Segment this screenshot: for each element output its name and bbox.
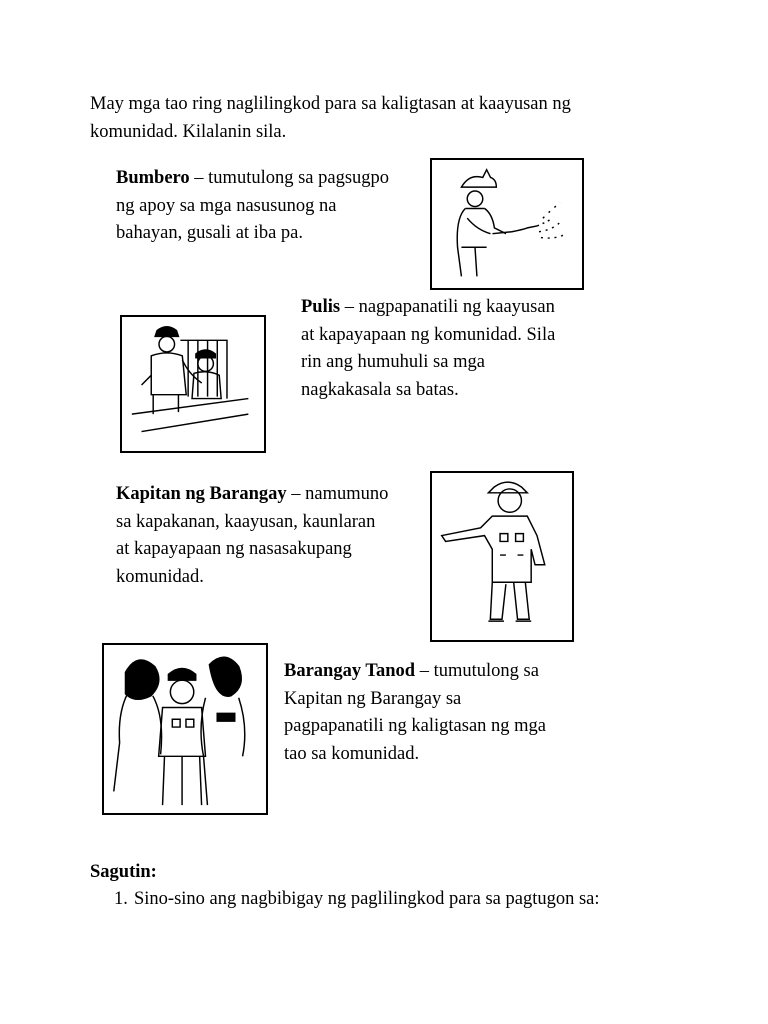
entry-term: Pulis bbox=[301, 297, 341, 317]
entry-term: Kapitan ng Barangay bbox=[116, 484, 287, 504]
entry-text: sa kapakanan, kaayusan, kaunlaran bbox=[116, 511, 376, 532]
entry-pulis bbox=[301, 294, 601, 404]
barangay-tanod-icon bbox=[104, 645, 266, 813]
sagutin-heading: Sagutin: bbox=[90, 862, 157, 882]
question-text: Sino-sino ang nagbibigay ng paglilingkod para sa pagtugon sa: bbox=[134, 889, 600, 909]
entry-term: Bumbero bbox=[116, 168, 190, 188]
entry-text: – tumutulong sa pagsugpo bbox=[189, 168, 390, 188]
entry-text: – nagpapanatili ng kaayusan bbox=[340, 297, 555, 317]
entry-tanod bbox=[284, 658, 594, 768]
intro-paragraph bbox=[90, 91, 650, 146]
entry-text: ng apoy sa mga nasusunog na bbox=[116, 195, 337, 216]
firefighter-image bbox=[430, 158, 584, 290]
barangay-tanod-image bbox=[102, 643, 268, 815]
entry-text: bahayan, gusali at iba pa. bbox=[116, 223, 303, 243]
barangay-captain-icon bbox=[432, 473, 572, 640]
entry-text: – tumutulong sa bbox=[415, 661, 539, 681]
entry-text: nagkakasala sa batas. bbox=[301, 379, 459, 400]
entry-text: rin ang humuhuli sa mga bbox=[301, 352, 485, 372]
question-number: 1. bbox=[114, 889, 128, 909]
entry-text: komunidad. bbox=[116, 566, 204, 587]
intro-line-1: May mga tao ring naglilingkod para sa kaligtasan at kaayusan ng bbox=[90, 94, 571, 114]
entry-text: at kapayapaan ng nasasakupang bbox=[116, 539, 352, 559]
entry-bumbero bbox=[116, 165, 426, 248]
entry-text: pagpapanatili ng kaligtasan ng mga bbox=[284, 716, 547, 736]
entry-term: Barangay Tanod bbox=[284, 661, 416, 681]
entry-text: Kapitan ng Barangay sa bbox=[284, 688, 462, 709]
intro-line-2: komunidad. Kilalanin sila. bbox=[90, 121, 287, 142]
question-item bbox=[114, 886, 600, 914]
police-icon bbox=[122, 317, 264, 451]
police-image bbox=[120, 315, 266, 453]
entry-text: at kapayapaan ng komunidad. Sila bbox=[301, 324, 556, 345]
entry-kapitan bbox=[116, 481, 426, 591]
firefighter-icon bbox=[432, 160, 582, 288]
entry-text: – namumuno bbox=[286, 484, 389, 504]
entry-text: tao sa komunidad. bbox=[284, 743, 420, 764]
barangay-captain-image bbox=[430, 471, 574, 642]
